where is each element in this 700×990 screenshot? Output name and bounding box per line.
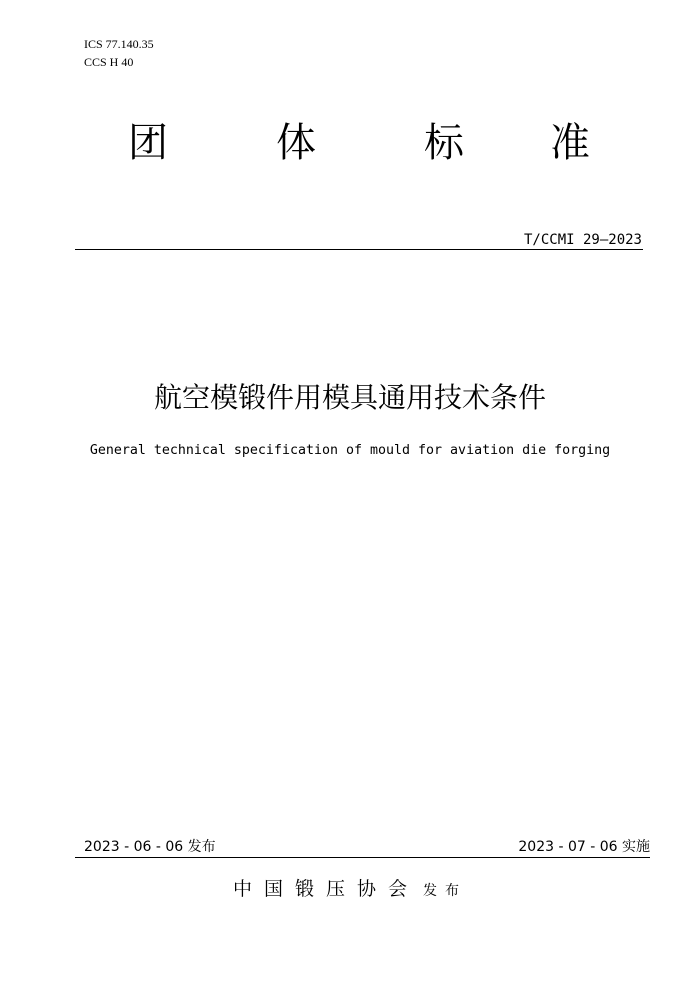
footer-divider [75,857,650,858]
standard-type-char: 准 [550,120,590,166]
header-divider [75,249,643,250]
standard-number: T/CCMI 29—2023 [523,232,642,248]
ics-code: ICS 77.140.35 [84,37,154,51]
publisher-line [0,876,700,904]
title-english: General technical specification of mould for aviation die forging [89,443,611,458]
standard-type-char: 团 [128,120,168,166]
issue-date: 2023 - 06 - 06 发布 [84,839,216,855]
standard-type-char: 标 [424,120,464,166]
title-chinese: 航空模锻件用模具通用技术条件 [153,381,546,414]
ccs-code: CCS H 40 [84,55,134,69]
publisher-name: 中国锻压协会 [232,878,419,900]
implementation-date: 2023 - 07 - 06 实施 [518,839,650,855]
standard-type-char: 体 [276,120,316,166]
publish-label: 发布 [423,883,467,899]
